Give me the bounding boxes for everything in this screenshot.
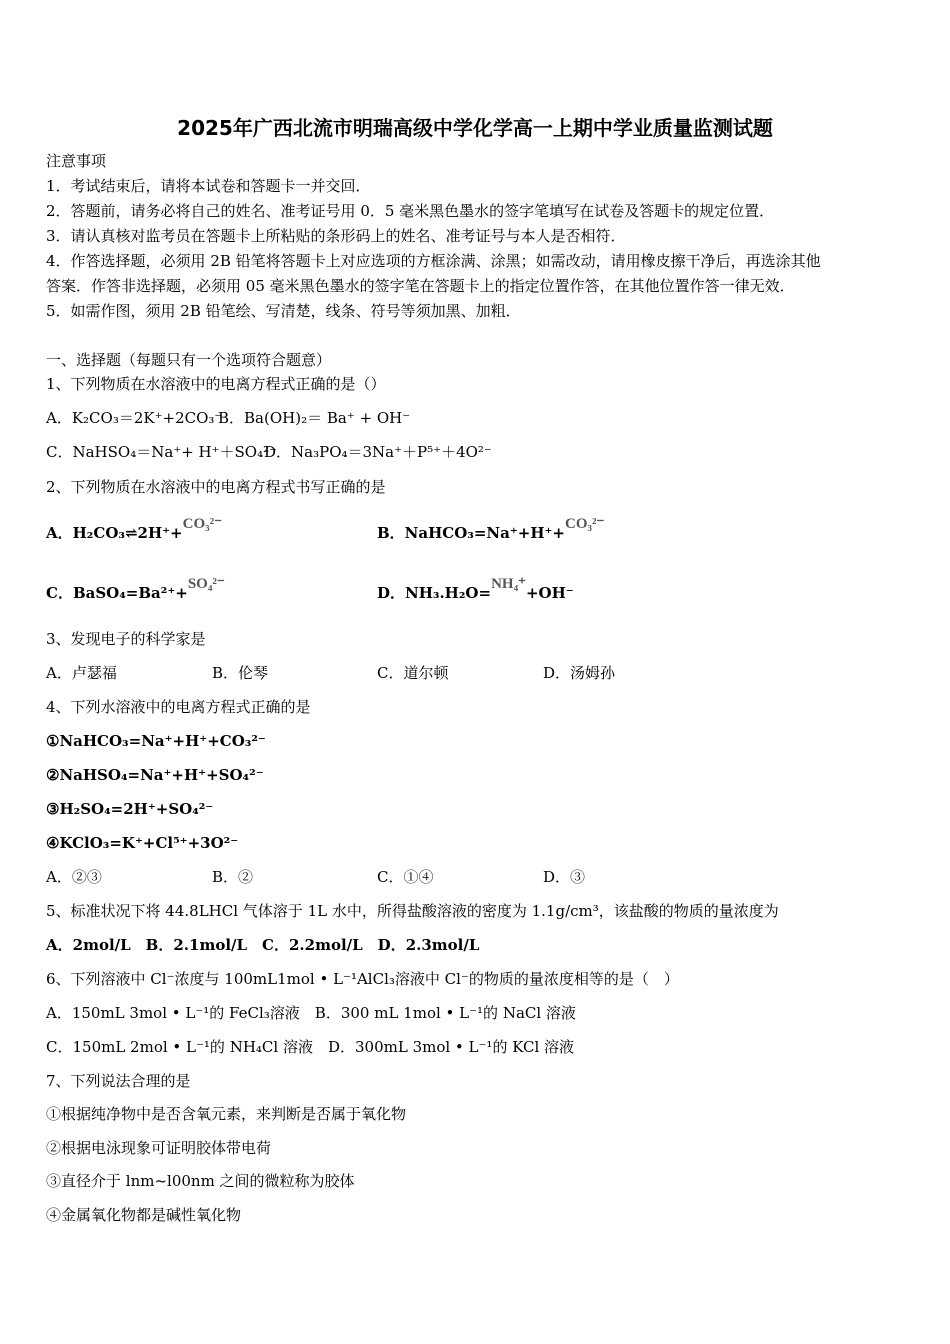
notice-item-1: 1．考试结束后，请将本试卷和答题卡一并交回．	[46, 177, 371, 195]
q5-stem: 5、标准状况下将 44.8LHCl 气体溶于 1L 水中，所得盐酸溶液的密度为 1.1g/cm³，该盐酸的物质的量浓度为	[46, 902, 779, 920]
q1-option-a: A．K₂CO₃＝2K⁺+2CO₃⁻	[46, 409, 223, 427]
q4-option-c: C．①④	[377, 868, 434, 886]
q2-option-a	[46, 516, 223, 544]
q7-statement-2: ②根据电泳现象可证明胶体带电荷	[46, 1139, 272, 1157]
q2-option-c-text: C．BaSO₄=Ba²⁺+	[46, 584, 188, 602]
q4-statement-4: ④KClO₃=K⁺+Cl⁵⁺+3O²⁻	[46, 834, 239, 852]
q6-options-cd: C．150mL 2mol • L⁻¹的 NH₄Cl 溶液 D．300mL 3mol • L⁻¹的 KCl 溶液	[46, 1038, 575, 1056]
q4-statement-3: ③H₂SO₄=2H⁺+SO₄²⁻	[46, 800, 214, 818]
page-title: 2025年广西北流市明瑞高级中学化学高一上期中学业质量监测试题	[177, 116, 773, 140]
q3-option-d: D．汤姆孙	[543, 664, 616, 682]
q2-option-d-tail: +OH⁻	[525, 584, 574, 602]
q7-statement-1: ①根据纯净物中是否含氧元素，来判断是否属于氧化物	[46, 1105, 407, 1123]
notice-item-5: 5．如需作图，须用 2B 铅笔绘、写清楚，线条、符号等须加黑、加粗．	[46, 302, 521, 320]
q1-option-b: B．Ba(OH)₂＝ Ba⁺ + OH⁻	[218, 409, 411, 427]
section-heading: 一、选择题（每题只有一个选项符合题意）	[46, 351, 332, 369]
q4-option-b: B．②	[212, 868, 254, 886]
q3-option-b: B．伦琴	[212, 664, 269, 682]
q4-stem: 4、下列水溶液中的电离方程式正确的是	[46, 698, 311, 716]
q2-option-a-ion: CO₃²⁻	[182, 516, 223, 532]
q2-option-b	[377, 516, 605, 544]
q1-option-d: D．Na₃PO₄＝3Na⁺＋P⁵⁺＋4O²⁻	[264, 443, 492, 461]
q2-option-d-text: D．NH₃.H₂O=	[377, 584, 492, 602]
q7-statement-3: ③直径介于 lnm~l00nm 之间的微粒称为胶体	[46, 1172, 355, 1190]
notice-item-3: 3．请认真核对监考员在答题卡上所粘贴的条形码上的姓名、准考证号与本人是否相符．	[46, 227, 626, 245]
q6-options-ab: A．150mL 3mol • L⁻¹的 FeCl₃溶液 B．300 mL 1mol • L⁻¹的 NaCl 溶液	[46, 1004, 576, 1022]
q1-option-c: C．NaHSO₄＝Na⁺+ H⁺＋SO₄²⁻	[46, 443, 278, 461]
notice-item-2: 2．答题前，请务必将自己的姓名、准考证号用 0．5 毫米黑色墨水的签字笔填写在试卷及答题卡的规定位置．	[46, 202, 775, 220]
q1-stem: 1、下列物质在水溶液中的电离方程式正确的是（）	[46, 375, 386, 393]
q2-option-d-ion: NH₄⁺	[491, 576, 526, 592]
q2-stem: 2、下列物质在水溶液中的电离方程式书写正确的是	[46, 478, 386, 496]
q2-option-c-ion: SO₄²⁻	[187, 576, 225, 592]
q2-option-b-text: B．NaHCO₃=Na⁺+H⁺+	[377, 524, 565, 542]
q2-option-b-ion: CO₃²⁻	[565, 516, 605, 532]
q2-option-c	[46, 576, 225, 604]
q3-option-a: A．卢瑟福	[46, 664, 117, 682]
notice-heading: 注意事项	[46, 152, 107, 170]
q2-option-d	[377, 576, 574, 604]
q5-options: A．2mol/L B．2.1mol/L C．2.2mol/L D．2.3mol/L	[46, 936, 480, 954]
q4-statement-2: ②NaHSO₄=Na⁺+H⁺+SO₄²⁻	[46, 766, 264, 784]
notice-item-4-cont: 答案．作答非选择题，必须用 05 毫米黑色墨水的签字笔在答题卡上的指定位置作答，在其他位置作答一律无效．	[46, 277, 795, 295]
q4-statement-1: ①NaHCO₃=Na⁺+H⁺+CO₃²⁻	[46, 732, 266, 750]
q4-option-d: D．③	[543, 868, 586, 886]
q7-statement-4: ④金属氧化物都是碱性氧化物	[46, 1206, 242, 1224]
q6-stem: 6、下列溶液中 Cl⁻浓度与 100mL1mol • L⁻¹AlCl₃溶液中 Cl⁻的物质的量浓度相等的是（ ）	[46, 970, 679, 988]
q2-option-a-text: A．H₂CO₃⇌2H⁺+	[46, 524, 183, 542]
notice-item-4: 4．作答选择题，必须用 2B 铅笔将答题卡上对应选项的方框涂满、涂黑；如需改动，请用橡皮擦干净后，再选涂其他	[46, 252, 821, 270]
q3-stem: 3、发现电子的科学家是	[46, 630, 206, 648]
q7-stem: 7、下列说法合理的是	[46, 1072, 191, 1090]
q3-option-c: C．道尔顿	[377, 664, 449, 682]
q4-option-a: A．②③	[46, 868, 102, 886]
